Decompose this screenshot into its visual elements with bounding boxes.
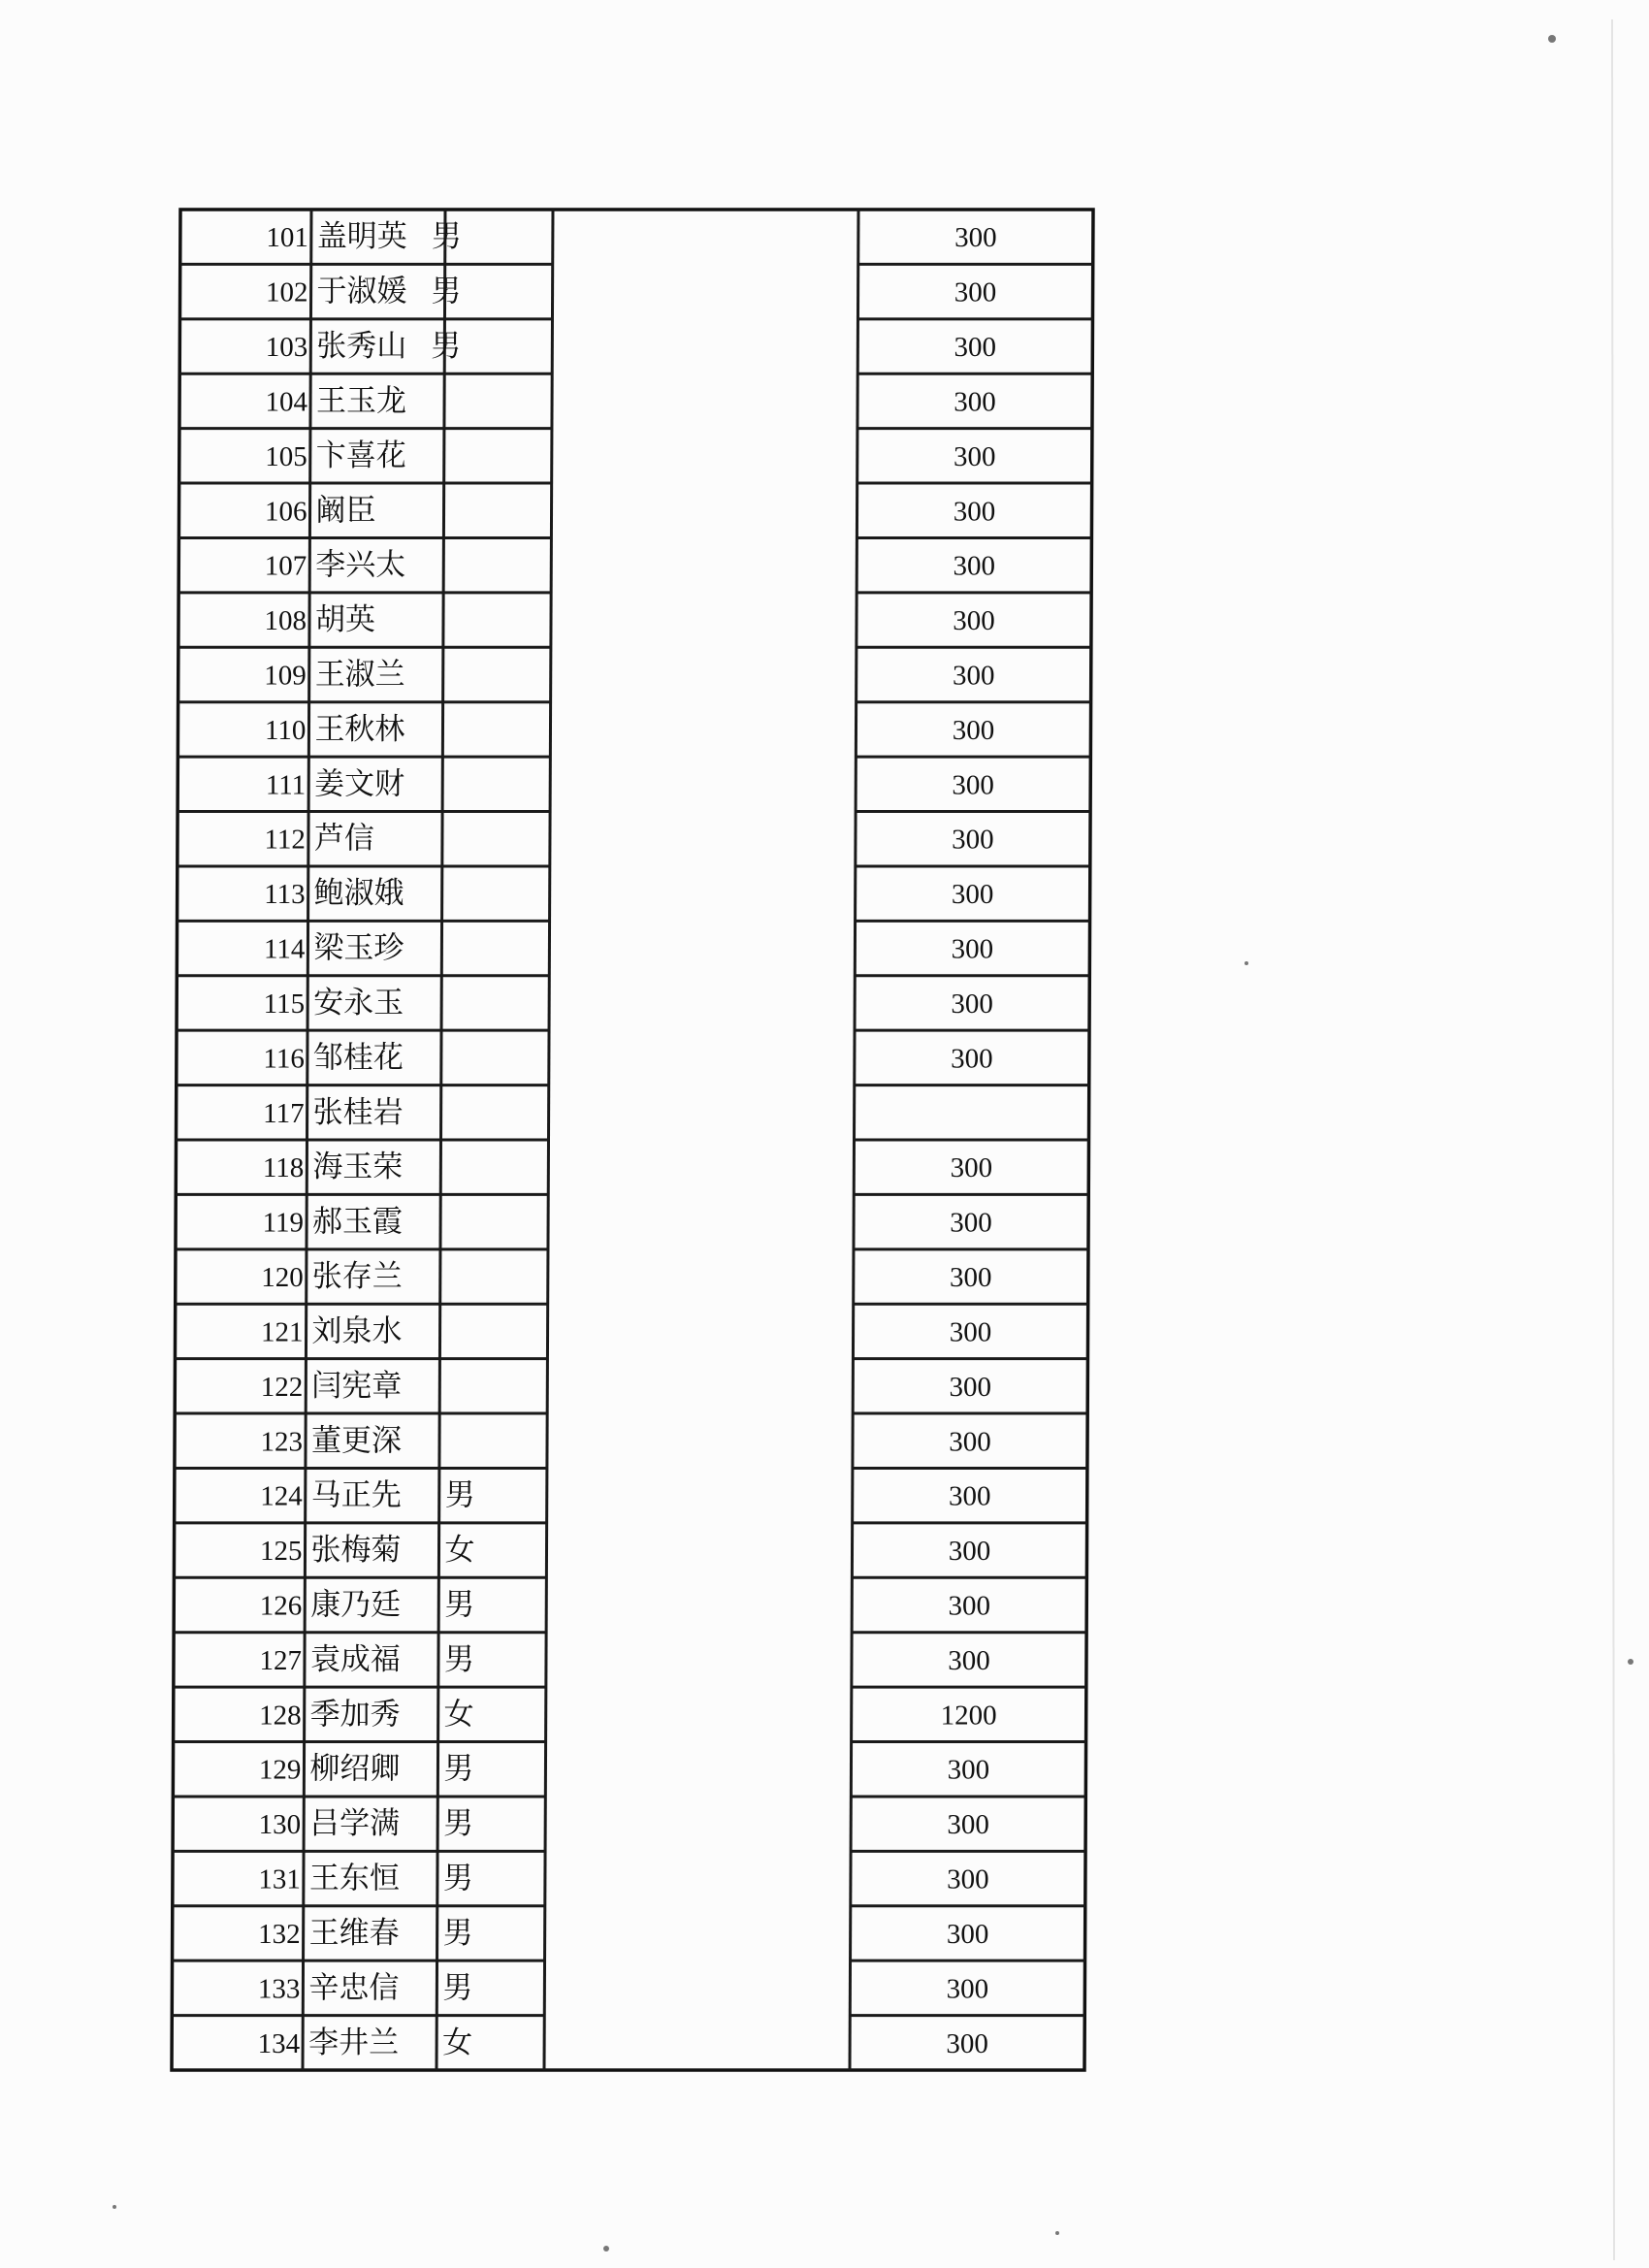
amount-value: 300 [948,1480,991,1512]
row-number: 102 [266,276,308,308]
amount-value: 300 [953,496,996,528]
amount-value: 300 [949,1371,992,1403]
row-number: 129 [258,1754,302,1786]
amount-value: 300 [953,605,995,637]
person-name: 柳绍卿 [309,1751,401,1787]
amount-value: 300 [951,879,994,911]
amount-value: 300 [954,332,997,364]
table-row [259,1806,989,1841]
table-row [265,712,994,747]
row-number: 116 [263,1043,305,1075]
gender-value: 男 [443,1641,474,1677]
table-row [265,548,995,583]
person-name: 闫宪章 [311,1368,403,1404]
row-number: 117 [263,1097,305,1129]
amount-value: 300 [951,933,994,965]
gender-value: 男 [442,1861,473,1896]
table-row [260,1533,990,1568]
person-name: 盖明英 [316,219,407,255]
gender-value: 男 [431,219,462,255]
row-number: 114 [263,933,306,965]
person-name: 鲍淑娥 [313,876,404,912]
amount-value: 300 [949,1426,991,1458]
person-name: 张梅菊 [310,1533,402,1569]
person-name: 康乃廷 [310,1587,402,1623]
amount-value: 300 [949,1316,992,1348]
table-row [264,658,994,693]
table-row [266,219,996,254]
row-number: 119 [262,1207,305,1239]
row-number: 134 [257,2027,301,2059]
row-number: 112 [264,824,306,856]
row-number: 110 [265,714,307,746]
amount-value: 300 [948,1536,991,1568]
scan-speck [1245,961,1248,965]
amount-value: 300 [952,660,995,692]
person-name: 王淑兰 [314,657,405,693]
table-row [263,1150,992,1184]
table-row [259,1642,989,1677]
row-number: 105 [265,440,307,472]
gender-value: 男 [443,1751,474,1787]
person-name: 李井兰 [308,2025,400,2060]
person-name: 季加秀 [309,1697,401,1733]
table-row [265,438,995,473]
row-number: 132 [258,1918,301,1950]
table-row [265,493,995,528]
amount-value: 300 [951,988,993,1020]
person-name: 李兴太 [315,547,406,583]
person-name: 卞喜花 [315,437,406,473]
amount-value: 300 [948,1590,990,1622]
table-row [266,383,996,418]
gender-value: 男 [442,1915,473,1951]
person-name: 王秋林 [314,711,405,747]
table-row [264,822,993,857]
amount-value: 300 [954,276,997,308]
person-name: 姜文财 [314,766,405,802]
row-number: 111 [265,769,307,801]
scan-speck [1628,1659,1633,1665]
gender-value: 男 [443,1806,474,1842]
person-name: 王维春 [308,1915,400,1951]
amount-value: 300 [954,386,996,418]
person-name: 海玉荣 [312,1150,404,1185]
table-row [260,1588,990,1623]
table-row [264,876,993,911]
amount-value: 300 [952,714,995,746]
table-row [258,1862,988,1896]
row-number: 124 [260,1480,303,1512]
person-name: 张桂岩 [312,1094,404,1130]
person-name: 阚臣 [315,493,376,529]
row-number: 103 [265,332,308,364]
gender-value: 女 [443,1697,474,1733]
person-name: 邹桂花 [312,1040,404,1076]
amount-value: 300 [954,222,997,254]
table-row [266,766,994,801]
amount-value: 300 [950,1262,992,1294]
scan-speck [1055,2231,1059,2235]
table-grid [172,210,1093,2070]
row-number: 122 [260,1371,304,1403]
amount-value: 300 [947,1809,989,1841]
amount-value: 300 [947,1754,990,1786]
table-row [261,1313,991,1348]
amount-value: 300 [952,769,994,801]
row-number: 120 [261,1262,304,1294]
row-number: 121 [261,1316,304,1348]
amount-value: 300 [946,1918,989,1950]
table-row [261,1369,991,1404]
table-row [266,275,996,309]
table-row [259,1752,989,1787]
gender-value: 男 [444,1477,475,1513]
table-row [260,1423,990,1458]
row-number: 104 [265,386,308,418]
row-number: 108 [264,605,307,637]
scan-speck [603,2246,609,2252]
data-table [172,210,1093,2070]
person-name: 马正先 [310,1477,402,1513]
gender-value: 男 [444,1587,475,1623]
row-number: 106 [264,496,307,528]
person-name: 吕学满 [309,1806,401,1842]
table-row [259,1697,997,1732]
person-name: 梁玉珍 [313,930,404,966]
gender-value: 男 [442,1970,473,2006]
scan-speck [113,2205,116,2209]
amount-value: 300 [946,1973,989,2005]
person-name: 张秀山 [316,329,407,365]
table-row [264,986,993,1021]
amount-value: 300 [951,1043,993,1075]
gender-value: 女 [442,2025,473,2060]
gender-value: 男 [431,329,462,365]
row-number: 107 [264,550,307,582]
person-name: 辛忠信 [308,1970,400,2006]
table-row [258,1970,988,2005]
table-row [264,931,993,966]
row-number: 133 [257,1973,301,2005]
table-row [264,602,994,637]
row-number: 131 [258,1863,301,1895]
amount-value: 300 [947,1863,989,1895]
amount-value: 300 [953,550,995,582]
person-name: 董更深 [310,1423,402,1459]
person-name: 张存兰 [311,1259,403,1295]
gender-value: 男 [431,274,462,309]
amount-value: 300 [950,1207,992,1239]
scan-speck [1548,35,1556,43]
row-number: 127 [259,1644,302,1676]
table-row [261,1259,991,1294]
amount-value: 300 [946,2027,988,2059]
amount-value: 300 [948,1644,990,1676]
person-name: 安永玉 [313,985,404,1021]
row-number: 115 [263,988,306,1020]
person-name: 刘泉水 [311,1313,403,1349]
table-row [263,1205,992,1240]
table-row [263,1095,403,1130]
row-number: 101 [266,222,308,254]
amount-value: 300 [954,440,996,472]
row-number: 126 [259,1590,303,1622]
table-row [266,329,996,364]
row-number: 123 [260,1426,303,1458]
row-number: 113 [264,879,306,911]
table-row [263,1040,992,1075]
person-name: 郝玉霞 [312,1204,404,1240]
row-number: 118 [262,1152,305,1184]
person-name: 王东恒 [308,1861,400,1896]
person-name: 王玉龙 [316,383,407,419]
gender-value: 女 [444,1533,475,1569]
amount-value: 300 [952,824,994,856]
row-number: 109 [264,660,307,692]
amount-value: 1200 [940,1700,997,1732]
table-row [258,2025,988,2060]
scan-edge [1612,19,1614,2260]
table-row [258,1916,988,1951]
row-number: 128 [259,1700,302,1732]
row-number: 130 [258,1809,302,1841]
person-name: 袁成福 [309,1641,401,1677]
person-name: 芦信 [313,821,374,857]
person-name: 于淑媛 [316,274,407,309]
row-number: 125 [259,1536,303,1568]
amount-value: 300 [950,1152,993,1184]
person-name: 胡英 [314,602,375,638]
table-row [260,1478,990,1513]
